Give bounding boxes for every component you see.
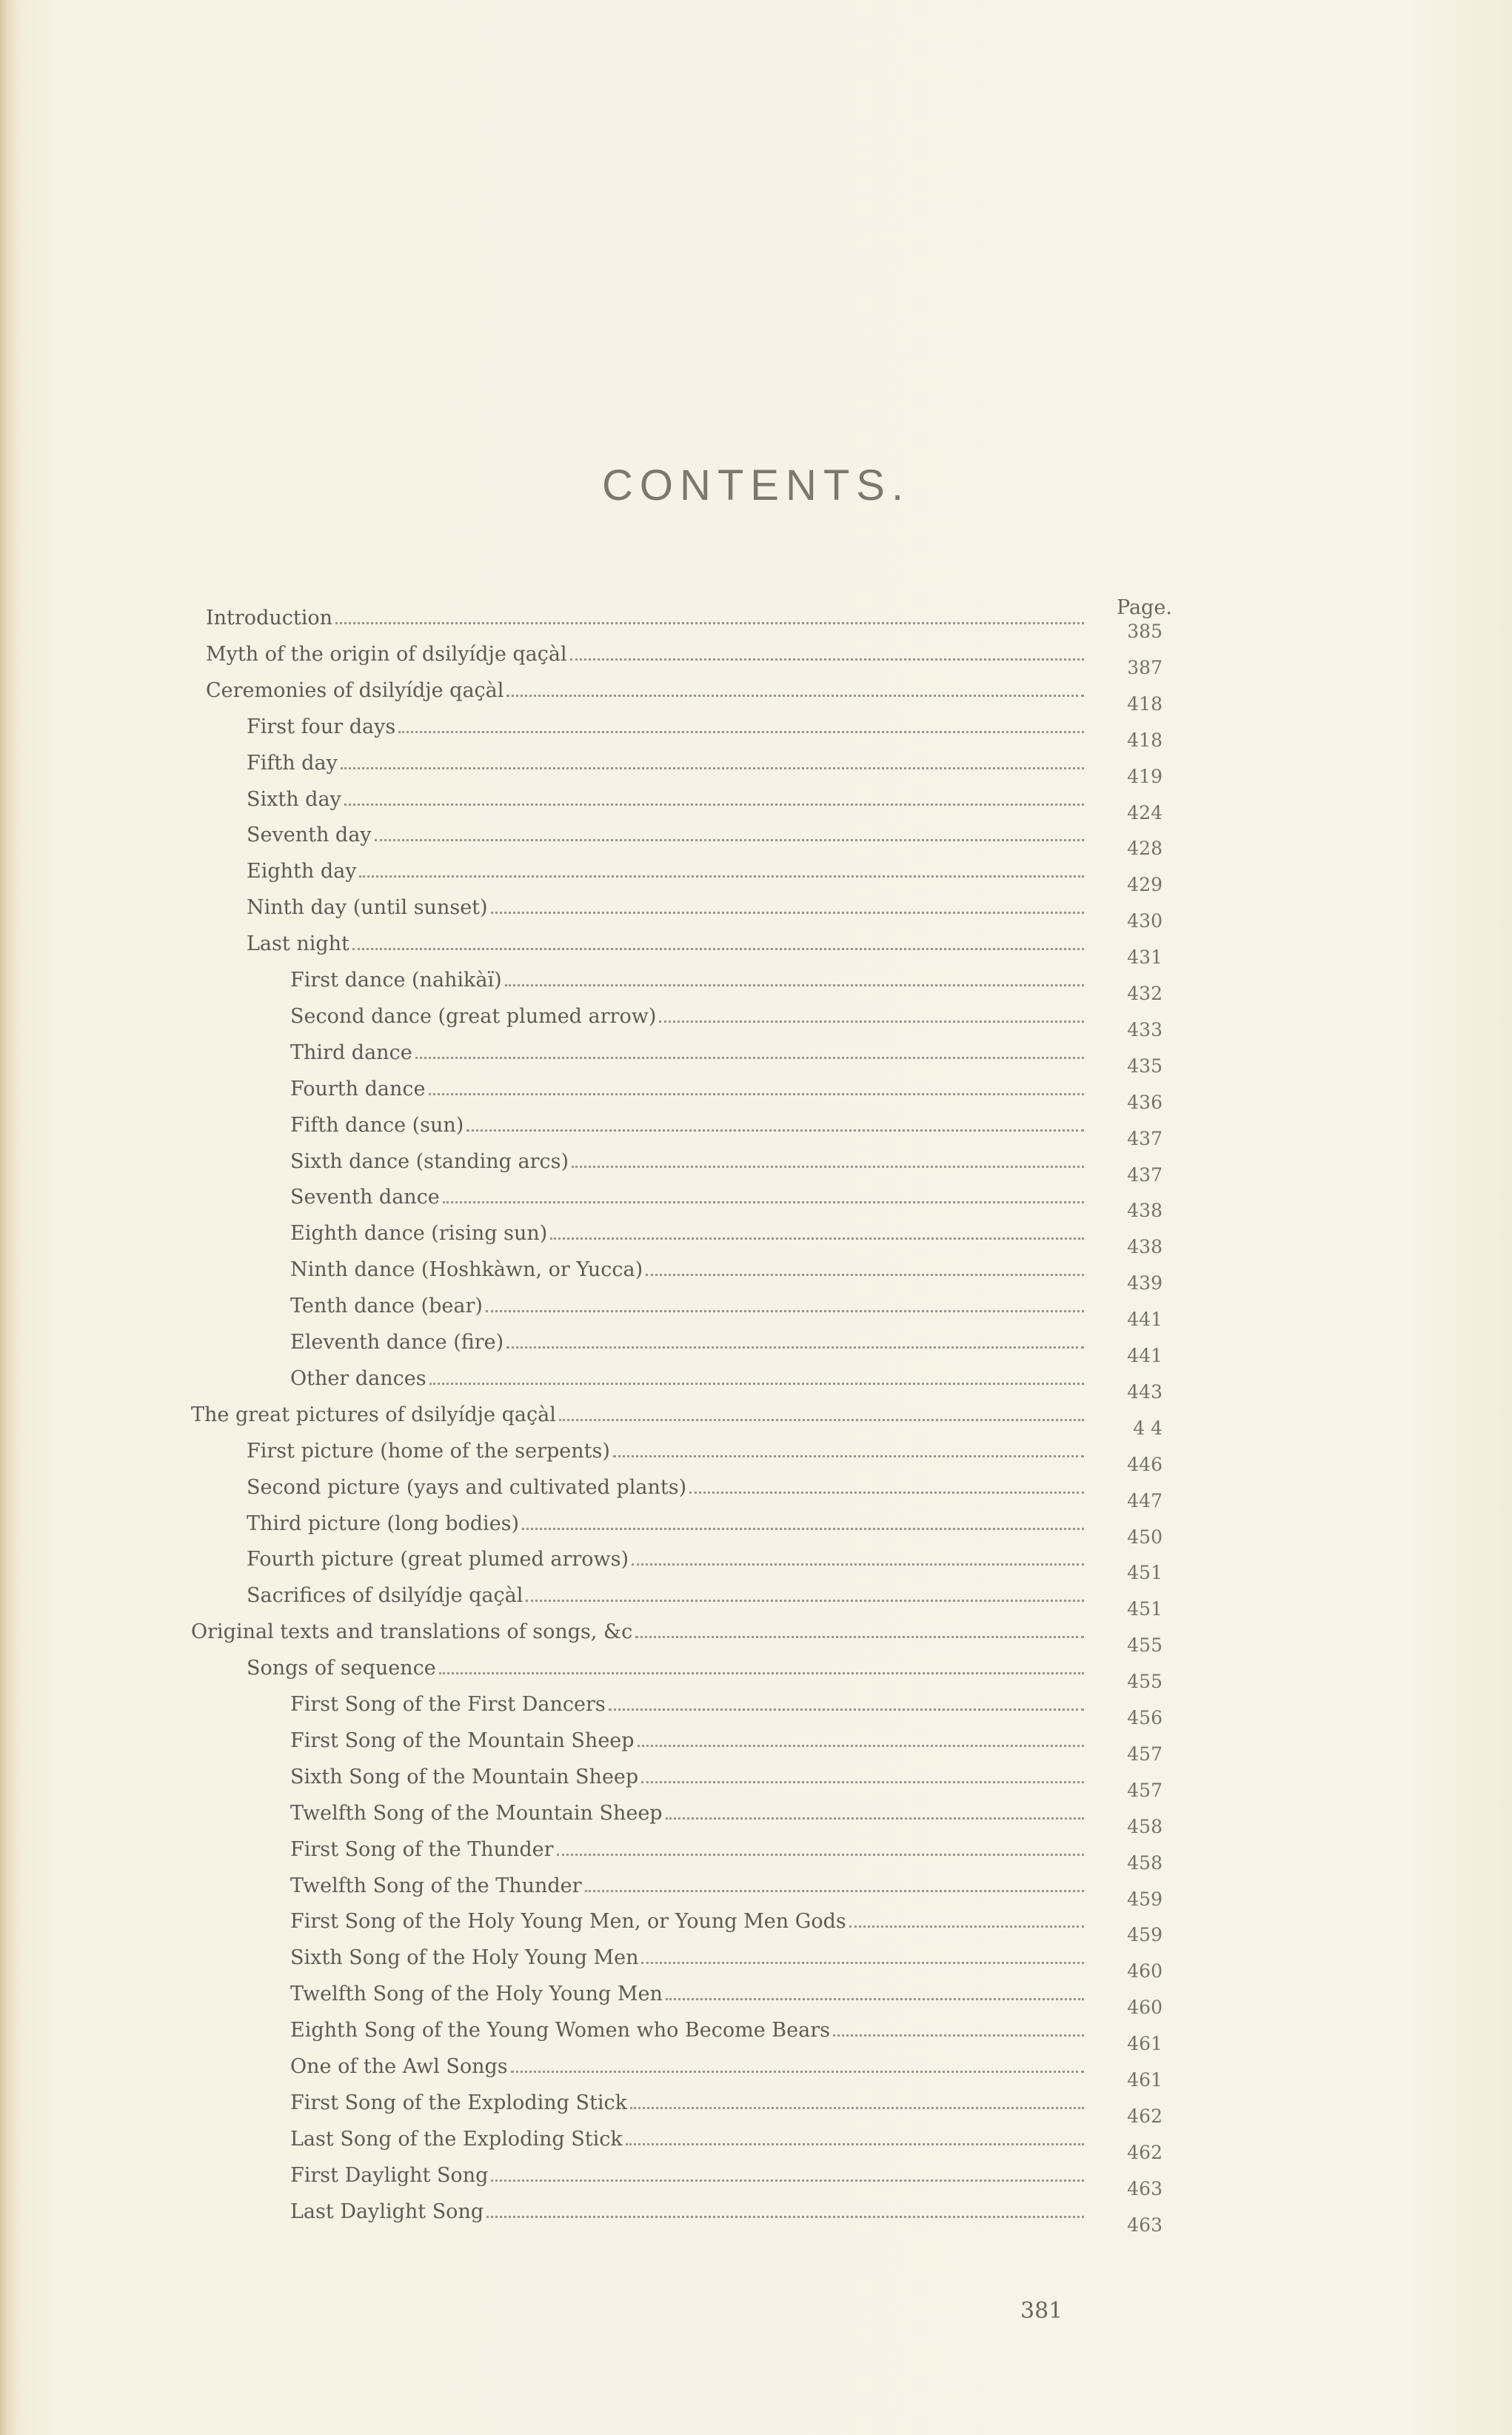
toc-entry: [290, 1004, 1163, 1041]
toc-entry: [290, 1077, 1163, 1113]
toc-entry-page: 463: [1127, 2214, 1163, 2236]
toc-entry-page: 441: [1127, 1309, 1163, 1331]
toc-leader-dots: [398, 715, 1084, 733]
toc-entry: [247, 823, 1163, 860]
toc-entry: [290, 2054, 1163, 2091]
toc-leader-dots: [613, 1439, 1084, 1457]
toc-entry-page: 430: [1127, 910, 1163, 932]
toc-entry-title: Last Daylight Song: [290, 2199, 484, 2223]
toc-entry-page: 462: [1127, 2105, 1163, 2127]
toc-entry-title: Twelfth Song of the Holy Young Men: [290, 1983, 663, 2006]
toc-entry-page: 447: [1127, 1489, 1163, 1512]
toc-entry-title: Second picture (yays and cultivated plants): [247, 1475, 687, 1499]
toc-entry: [290, 1366, 1163, 1403]
toc-entry-page: 461: [1127, 2033, 1163, 2055]
toc-leader-dots: [443, 1185, 1084, 1203]
toc-entry-page: 433: [1127, 1018, 1163, 1041]
toc-entry: [290, 1149, 1163, 1186]
toc-entry-page: 459: [1127, 1924, 1163, 1946]
toc-entry-title: Ninth day (until sunset): [247, 896, 488, 920]
toc-leader-dots: [666, 1982, 1084, 2000]
toc-entry-page: 443: [1127, 1380, 1163, 1403]
toc-entry: [290, 1801, 1163, 1837]
toc-entry-page: 456: [1127, 1707, 1163, 1728]
toc-entry: [290, 2163, 1163, 2199]
toc-entry-title: Last Song of the Exploding Stick: [290, 2127, 623, 2151]
toc-entry-title: First Song of the Exploding Stick: [290, 2091, 627, 2114]
toc-entry: [247, 1512, 1163, 1548]
toc-entry-title: Seventh day: [247, 824, 372, 847]
toc-entry-title: First Song of the First Dancers: [290, 1693, 606, 1716]
toc-entry-page: 460: [1127, 1997, 1163, 2019]
toc-leader-dots: [641, 1945, 1084, 1964]
toc-entry-page: 446: [1127, 1453, 1163, 1475]
toc-entry-title: Tenth dance (bear): [290, 1295, 483, 1318]
toc-entry: [247, 1547, 1163, 1584]
toc-entry-page: 429: [1127, 874, 1163, 896]
toc-entry: [206, 678, 1163, 715]
toc-entry-title: Eighth Song of the Young Women who Become Bears: [290, 2019, 830, 2042]
toc-entry-page: 451: [1127, 1598, 1163, 1620]
toc-entry-title: Fourth picture (great plumed arrows): [247, 1548, 629, 1571]
toc-leader-dots: [632, 1547, 1084, 1566]
toc-leader-dots: [849, 1909, 1084, 1928]
toc-leader-dots: [550, 1221, 1084, 1240]
toc-entry: [290, 1257, 1163, 1295]
page-number: 381: [1020, 2298, 1063, 2324]
toc-leader-dots: [375, 823, 1084, 841]
toc-entry-page: 461: [1127, 2069, 1163, 2091]
toc-entry-page: 455: [1127, 1634, 1163, 1657]
toc-entry-page: 463: [1127, 2177, 1163, 2199]
toc-leader-dots: [506, 678, 1084, 697]
toc-leader-dots: [429, 1077, 1084, 1095]
toc-entry-title: First Song of the Mountain Sheep: [290, 1728, 635, 1752]
toc-entry: [247, 895, 1163, 932]
toc-entry-title: Ninth dance (Hoshkàwn, or Yucca): [290, 1258, 643, 1282]
toc-entry-title: Twelfth Song of the Thunder: [290, 1874, 582, 1897]
toc-entry-page: 428: [1127, 838, 1163, 860]
toc-entry: [206, 642, 1163, 678]
toc-entry: [247, 1475, 1163, 1512]
toc-leader-dots: [638, 1728, 1084, 1747]
toc-entry-page: 457: [1127, 1779, 1163, 1801]
toc-entry: [290, 1945, 1163, 1983]
toc-entry: [290, 2091, 1163, 2127]
page-title: CONTENTS.: [601, 461, 911, 510]
toc-entry-page: 437: [1127, 1127, 1163, 1149]
toc-entry: [247, 1583, 1163, 1620]
toc-leader-dots: [635, 1620, 1084, 1638]
toc-entry: [290, 1330, 1163, 1366]
toc-entry-page: 418: [1127, 729, 1163, 751]
toc-leader-dots: [491, 895, 1084, 914]
toc-leader-dots: [429, 1366, 1084, 1385]
toc-leader-dots: [572, 1149, 1084, 1168]
toc-entry: [290, 2018, 1163, 2055]
toc-entry-title: First Daylight Song: [290, 2163, 489, 2187]
page-binding-edge: [0, 0, 16, 2435]
toc-entry-title: Second dance (great plumed arrow): [290, 1004, 657, 1028]
toc-entry-page: 460: [1127, 1960, 1163, 1983]
toc-entry-title: Eighth dance (rising sun): [290, 1222, 548, 1246]
toc-entry: [290, 1221, 1163, 1258]
toc-leader-dots: [522, 1512, 1084, 1530]
toc-leader-dots: [352, 932, 1084, 950]
toc-entry: [290, 1765, 1163, 1801]
toc-entry-title: Eighth day: [247, 860, 357, 884]
toc-leader-dots: [344, 787, 1084, 806]
toc-entry-title: Last night: [247, 932, 349, 956]
toc-entry-title: First four days: [247, 715, 396, 738]
toc-entry: [290, 1982, 1163, 2019]
toc-entry-title: Third picture (long bodies): [247, 1512, 520, 1535]
toc-entry-page: 458: [1127, 1851, 1163, 1874]
toc-entry: [290, 2127, 1163, 2163]
toc-leader-dots: [626, 2127, 1084, 2145]
toc-entry-title: First Song of the Thunder: [290, 1837, 554, 1861]
toc-entry-title: Fourth dance: [290, 1077, 426, 1100]
toc-entry-page: 432: [1127, 983, 1163, 1004]
toc-entry: [247, 715, 1163, 751]
toc-entry-title: Sixth day: [247, 787, 341, 811]
toc-entry-page: 458: [1127, 1815, 1163, 1837]
toc-leader-dots: [359, 859, 1084, 878]
toc-leader-dots: [585, 1874, 1084, 1892]
toc-entry-title: Introduction: [206, 607, 332, 629]
toc-entry-title: Twelfth Song of the Mountain Sheep: [290, 1801, 663, 1825]
toc-leader-dots: [833, 2018, 1084, 2037]
toc-entry-page: 431: [1127, 946, 1163, 969]
toc-entry-page: 436: [1127, 1091, 1163, 1113]
toc-leader-dots: [415, 1041, 1084, 1059]
toc-entry-page: 438: [1127, 1236, 1163, 1258]
toc-entry-title: Eleventh dance (fire): [290, 1331, 504, 1354]
toc-entry-title: Sixth dance (standing arcs): [290, 1149, 569, 1173]
toc-leader-dots: [341, 751, 1084, 769]
toc-entry-title: One of the Awl Songs: [290, 2055, 508, 2078]
toc-entry: [247, 859, 1163, 896]
toc-leader-dots: [570, 642, 1084, 661]
toc-entry-title: First dance (nahikàï): [290, 969, 502, 992]
toc-entry: [290, 1113, 1163, 1149]
toc-leader-dots: [335, 606, 1084, 624]
toc-entry-page: 455: [1127, 1671, 1163, 1693]
toc-entry-page: 424: [1127, 801, 1163, 824]
toc-entry-page: 385: [1127, 621, 1163, 642]
toc-entry: [290, 2199, 1163, 2236]
toc-leader-dots: [641, 1765, 1084, 1783]
toc-entry-title: Seventh dance: [290, 1186, 440, 1209]
toc-leader-dots: [557, 1837, 1084, 1856]
toc-entry: [290, 1185, 1163, 1222]
toc-entry: [290, 1909, 1163, 1946]
toc-entry-page: 419: [1127, 765, 1163, 787]
toc-leader-dots: [630, 2091, 1084, 2109]
toc-entry-page: 439: [1127, 1272, 1163, 1295]
toc-entry-title: Other dances: [290, 1366, 426, 1390]
toc-entry: [290, 1294, 1163, 1331]
toc-entry-page: 435: [1127, 1055, 1163, 1077]
toc-entry: [290, 1692, 1163, 1728]
toc-entry-title: Fifth day: [247, 751, 338, 775]
toc-entry-title: Fifth dance (sun): [290, 1113, 464, 1137]
toc-entry: [247, 932, 1163, 969]
toc-leader-dots: [609, 1692, 1084, 1711]
page-column-heading: Page.: [1117, 596, 1172, 619]
toc-entry: [191, 1403, 1163, 1439]
toc-entry: [290, 1041, 1163, 1077]
toc-entry-title: First Song of the Holy Young Men, or Young Men Gods: [290, 1910, 846, 1934]
toc-entry: [247, 751, 1163, 787]
toc-leader-dots: [486, 1294, 1084, 1312]
toc-leader-dots: [646, 1257, 1084, 1276]
toc-entry-page: 451: [1127, 1562, 1163, 1584]
toc-entry-page: 437: [1127, 1163, 1163, 1186]
toc-leader-dots: [486, 2199, 1084, 2218]
toc-entry: [247, 1656, 1163, 1693]
toc-entry-page: 418: [1127, 692, 1163, 715]
toc-leader-dots: [659, 1004, 1084, 1023]
toc-entry-title: Sacrifices of dsilyídje qaçàl: [247, 1584, 523, 1608]
toc-leader-dots: [505, 968, 1084, 986]
toc-entry-page: 462: [1127, 2141, 1163, 2163]
toc-entry-page: 457: [1127, 1743, 1163, 1765]
toc-leader-dots: [689, 1475, 1084, 1494]
toc-entry-title: Sixth Song of the Mountain Sheep: [290, 1765, 639, 1788]
toc-leader-dots: [506, 1330, 1084, 1349]
toc-leader-dots: [666, 1801, 1084, 1820]
toc-entry-title: Songs of sequence: [247, 1657, 436, 1680]
toc-entry: [290, 1837, 1163, 1874]
toc-entry-title: Third dance: [290, 1041, 412, 1064]
toc-entry-page: 441: [1127, 1345, 1163, 1366]
toc-entry-page: 438: [1127, 1200, 1163, 1222]
toc-entry: [191, 1620, 1163, 1657]
toc-leader-dots: [559, 1403, 1084, 1421]
toc-entry: [206, 606, 1163, 642]
toc-leader-dots: [511, 2054, 1084, 2073]
toc-entry: [290, 1874, 1163, 1910]
toc-entry-page: 387: [1127, 656, 1163, 678]
toc-leader-dots: [439, 1656, 1084, 1674]
toc-entry: [247, 787, 1163, 824]
toc-entry: [247, 1439, 1163, 1475]
toc-leader-dots: [491, 2163, 1084, 2182]
toc-leader-dots: [526, 1583, 1084, 1602]
toc-entry-page: 450: [1127, 1526, 1163, 1548]
toc-entry-title: Ceremonies of dsilyídje qaçàl: [206, 678, 504, 702]
toc-entry: [290, 1728, 1163, 1765]
toc-entry-page: 4 4: [1133, 1417, 1163, 1439]
toc-entry-title: First picture (home of the serpents): [247, 1439, 610, 1463]
toc-entry-title: The great pictures of dsilyídje qaçàl: [191, 1403, 556, 1426]
toc-entry: [290, 968, 1163, 1004]
toc-entry-title: Myth of the origin of dsilyídje qaçàl: [206, 642, 567, 666]
toc-entry-title: Sixth Song of the Holy Young Men: [290, 1946, 639, 1970]
toc-leader-dots: [466, 1113, 1084, 1132]
toc-entry-title: Original texts and translations of songs, &c: [191, 1620, 633, 1644]
toc-entry-page: 459: [1127, 1888, 1163, 1910]
